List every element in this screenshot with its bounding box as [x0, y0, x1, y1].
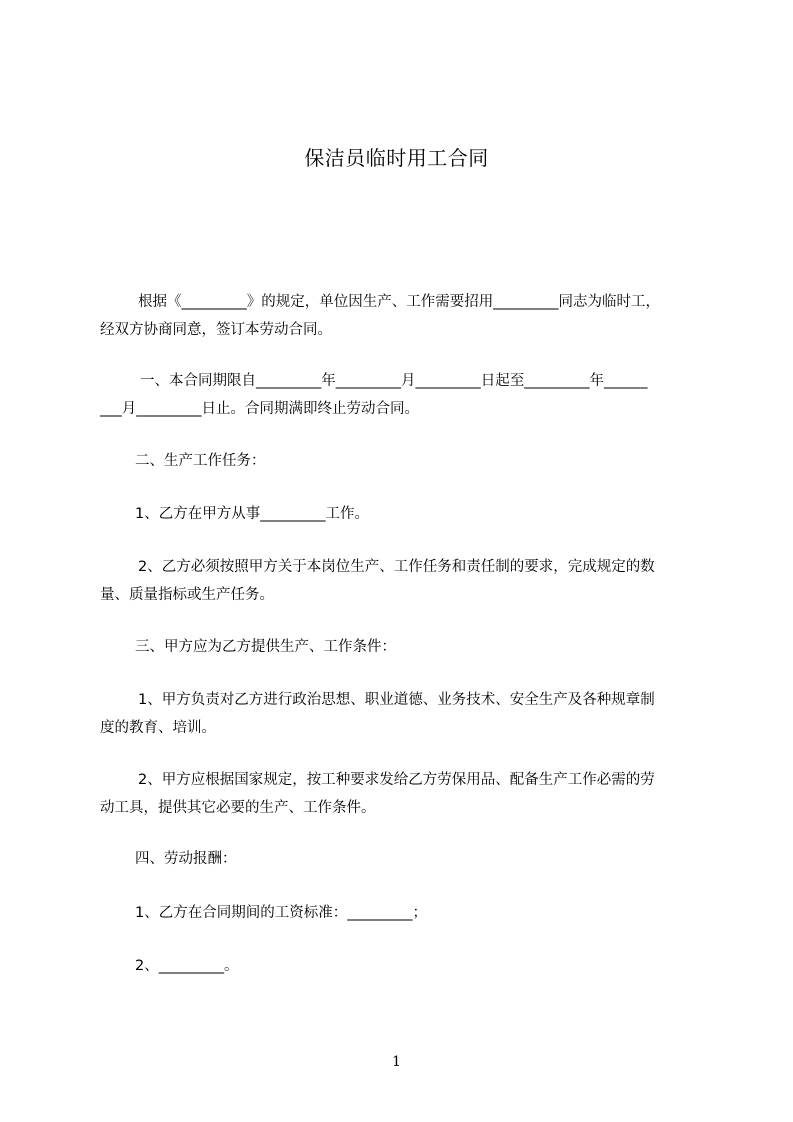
- page-number: 1: [392, 1054, 401, 1070]
- paragraph-line: 度的教育、培训。: [100, 720, 216, 736]
- clause-4-heading: [100, 845, 700, 873]
- paragraph-line: 2、_________。: [135, 958, 239, 974]
- paragraph-line: 二、生产工作任务：: [135, 453, 266, 469]
- clause-3-item-1: [100, 686, 700, 742]
- paragraph-line: 1、乙方在合同期间的工资标准：_________；: [135, 905, 427, 921]
- paragraph-line: 1、乙方在甲方从事_________工作。: [135, 506, 369, 522]
- paragraph-line: 量、质量指标或生产任务。: [100, 587, 274, 603]
- clause-3-heading: [100, 633, 700, 661]
- paragraph-line: ___月_________日止。合同期满即终止劳动合同。: [100, 401, 419, 417]
- clause-2-heading: [100, 447, 700, 475]
- clause-4-item-2: [100, 952, 700, 980]
- clause-1-term: [100, 367, 700, 423]
- paragraph-line: 2、甲方应根据国家规定，按工种要求发给乙方劳保用品、配备生产工作必需的劳: [138, 772, 655, 788]
- paragraph-line: 2、乙方必须按照甲方关于本岗位生产、工作任务和责任制的要求，完成规定的数: [138, 559, 655, 575]
- document-title: 保洁员临时用工合同: [304, 146, 489, 170]
- paragraph-line: 一、本合同期限自_________年_________月_________日起至_________年______: [140, 373, 648, 389]
- paragraph-line: 经双方协商同意，签订本劳动合同。: [100, 322, 332, 338]
- paragraph-intro: [100, 288, 700, 344]
- clause-2-item-1: [100, 500, 700, 528]
- clause-3-item-2: [100, 766, 700, 822]
- clause-2-item-2: [100, 553, 700, 609]
- paragraph-line: 1、甲方负责对乙方进行政治思想、职业道德、业务技术、安全生产及各种规章制: [138, 692, 655, 708]
- paragraph-line: 三、甲方应为乙方提供生产、工作条件：: [135, 639, 396, 655]
- paragraph-line: 根据《_________》的规定，单位因生产、工作需要招用_________同志为临时工，: [138, 294, 660, 310]
- paragraph-line: 动工具，提供其它必要的生产、工作条件。: [100, 800, 376, 816]
- clause-4-item-1: [100, 899, 700, 927]
- paragraph-line: 四、劳动报酬：: [135, 851, 237, 867]
